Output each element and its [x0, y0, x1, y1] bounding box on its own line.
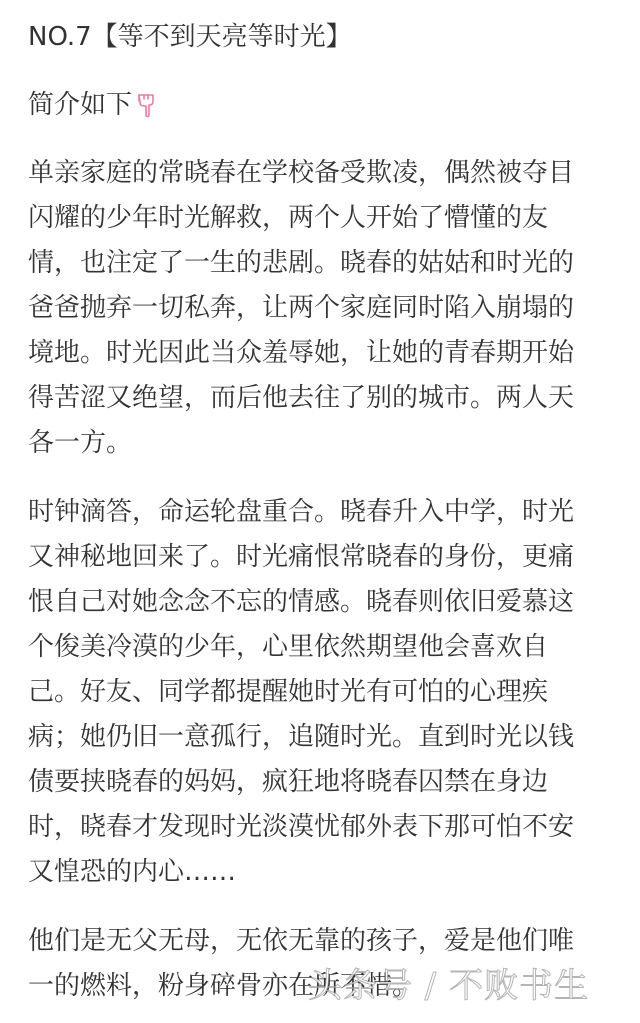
watermark: 头条号 / 不败书生 — [308, 966, 590, 1006]
pointing-down-hand-icon — [136, 93, 158, 119]
intro-heading — [28, 90, 158, 120]
paragraph-2-line-3: 恨自己对她念念不忘的情感。晓春则依旧爱慕这 — [28, 587, 575, 617]
paragraph-1-line-6: 得苦涩又绝望，而后他去往了别的城市。两人天 — [28, 383, 575, 413]
intro-label: 简介如下 — [28, 90, 133, 120]
paragraph-1-line-3: 情，也注定了一生的悲剧。晓春的姑姑和时光的 — [28, 248, 575, 278]
paragraph-2-line-8: 时，晓春才发现时光淡漠忧郁外表下那可怕不安 — [28, 812, 575, 842]
article-title: NO.7【等不到天亮等时光】 — [28, 22, 352, 52]
paragraph-2-line-5: 己。好友、同学都提醒她时光有可怕的心理疾 — [28, 677, 549, 707]
paragraph-3-line-2: 一的燃料，粉身碎骨亦在所不惜。 — [28, 971, 419, 1001]
paragraph-1-line-2: 闪耀的少年时光解救，两个人开始了懵懂的友 — [28, 203, 549, 233]
paragraph-3-line-1: 他们是无父无母，无依无靠的孩子，爱是他们唯 — [28, 926, 575, 956]
paragraph-2-line-6: 病；她仍旧一意孤行，追随时光。直到时光以钱 — [28, 722, 575, 752]
paragraph-2-line-2: 又神秘地回来了。时光痛恨常晓春的身份，更痛 — [28, 542, 575, 572]
paragraph-1-line-4: 爸爸抛弃一切私奔，让两个家庭同时陷入崩塌的 — [28, 293, 575, 323]
paragraph-1-line-1: 单亲家庭的常晓春在学校备受欺凌，偶然被夺目 — [28, 158, 575, 188]
paragraph-2-line-7: 债要挟晓春的妈妈，疯狂地将晓春囚禁在身边 — [28, 767, 549, 797]
paragraph-2-line-4: 个俊美冷漠的少年，心里依然期望他会喜欢自 — [28, 632, 549, 662]
paragraph-2-line-1: 时钟滴答，命运轮盘重合。晓春升入中学，时光 — [28, 497, 575, 527]
paragraph-2-line-9: 又惶恐的内心…… — [28, 857, 237, 887]
paragraph-1-line-7: 各一方。 — [28, 428, 133, 458]
paragraph-1-line-5: 境地。时光因此当众羞辱她，让她的青春期开始 — [28, 338, 575, 368]
